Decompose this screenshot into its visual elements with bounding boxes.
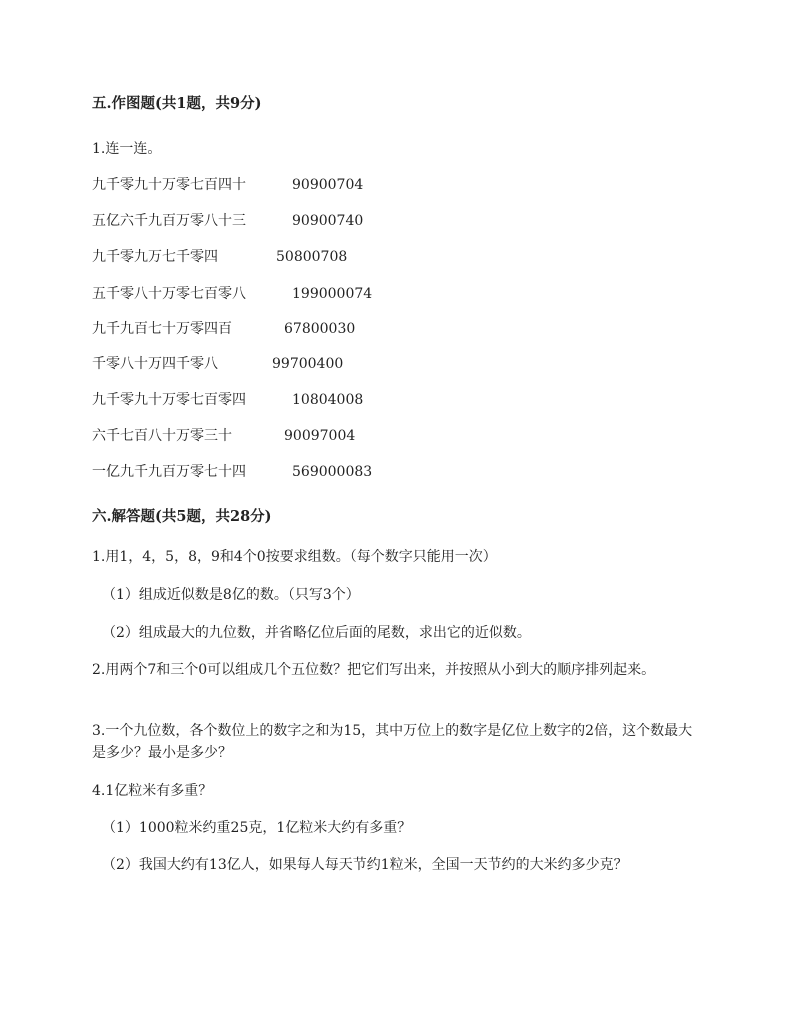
pair-right-number: 569000083 <box>292 464 373 480</box>
question-4-sub-1: （1）1000粒米约重25克，1亿粒米大约有多重？ <box>102 820 412 836</box>
pair-row <box>92 355 344 373</box>
pair-row <box>92 463 373 481</box>
pair-row <box>92 212 364 230</box>
pair-right-number: 199000074 <box>292 286 373 302</box>
question-3: 3.一个九位数，各个数位上的数字之和为15，其中万位上的数字是亿位上数字的2倍，这个数最大是多少？最小是多少？ <box>92 723 693 761</box>
pair-row <box>92 427 356 445</box>
pair-right-number: 90900740 <box>292 213 364 229</box>
pair-left-text: 九千零九十万零七百零四 <box>92 392 246 408</box>
section-5-heading: 五.作图题(共1题，共9分) <box>92 95 262 112</box>
pair-left-text: 五千零八十万零七百零八 <box>92 286 246 302</box>
question-1-sub-1: （1）组成近似数是8亿的数。（只写3个） <box>102 587 360 603</box>
pair-right-number: 90097004 <box>284 428 356 444</box>
question-4: 4.1亿粒米有多重？ <box>92 783 213 799</box>
question-1-title: 1.连一连。 <box>92 141 162 157</box>
pair-left-text: 九千零九十万零七百四十 <box>92 177 246 193</box>
question-2: 2.用两个7和三个0可以组成几个五位数？把它们写出来，并按照从小到大的顺序排列起来。 <box>92 662 656 678</box>
section-6-heading: 六.解答题(共5题，共28分) <box>92 508 272 525</box>
pair-left-text: 九千九百七十万零四百 <box>92 321 232 337</box>
pair-row <box>92 285 373 303</box>
pair-row <box>92 391 364 409</box>
question-1: 1.用1，4，5，8，9和4个0按要求组数。（每个数字只能用一次） <box>92 549 497 565</box>
pair-right-number: 90900704 <box>292 177 364 193</box>
pair-left-text: 九千零九万七千零四 <box>92 249 218 265</box>
pair-left-text: 一亿九千九百万零七十四 <box>92 464 246 480</box>
pair-row <box>92 176 364 194</box>
pair-row <box>92 320 356 338</box>
pair-right-number: 67800030 <box>284 321 356 337</box>
pair-left-text: 千零八十万四千零八 <box>92 356 218 372</box>
pair-left-text: 五亿六千九百万零八十三 <box>92 213 246 229</box>
question-1-sub-2: （2）组成最大的九位数，并省略亿位后面的尾数，求出它的近似数。 <box>102 625 531 641</box>
pair-right-number: 50800708 <box>276 249 348 265</box>
pair-row <box>92 248 348 266</box>
question-4-sub-2: （2）我国大约有13亿人，如果每人每天节约1粒米，全国一天节约的大米约多少克？ <box>102 857 628 873</box>
pair-right-number: 10804008 <box>292 392 364 408</box>
pair-right-number: 99700400 <box>272 356 344 372</box>
pair-left-text: 六千七百八十万零三十 <box>92 428 232 444</box>
